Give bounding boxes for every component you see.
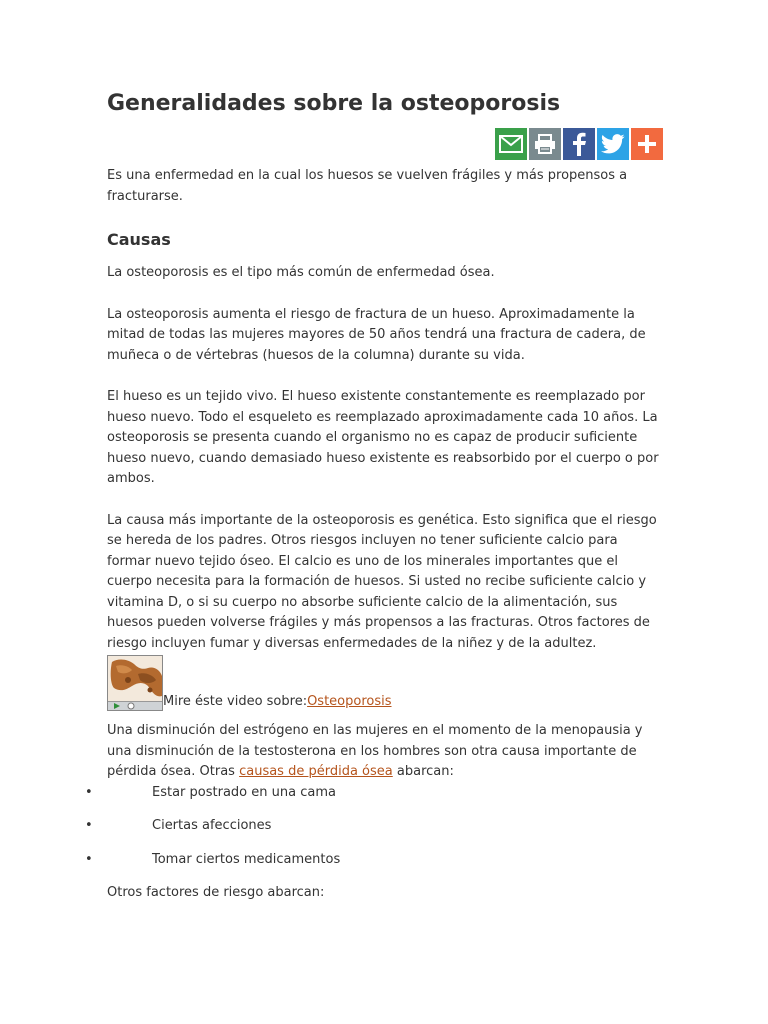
email-icon	[499, 135, 523, 153]
video-control-bar	[108, 701, 162, 710]
list-item	[85, 850, 663, 871]
causes-list	[85, 783, 663, 871]
video-row	[107, 655, 663, 711]
facebook-icon	[572, 132, 586, 156]
paragraph: La osteoporosis es el tipo más común de enfermedad ósea.	[107, 265, 495, 280]
bullet: •	[85, 818, 93, 833]
facebook-share-button[interactable]	[563, 128, 595, 160]
video-prefix: Mire éste video sobre:	[163, 693, 308, 709]
osteoporosis-video-link[interactable]: Osteoporosis	[307, 693, 392, 709]
video-caption	[163, 692, 392, 713]
page-title: Generalidades sobre la osteoporosis	[107, 91, 561, 116]
video-thumbnail[interactable]	[107, 655, 163, 711]
share-toolbar	[495, 128, 663, 160]
twitter-icon	[601, 134, 625, 154]
bullet: •	[85, 851, 93, 867]
paragraph: La causa más importante de la osteoporosis es genética. Esto significa que el riesgo se hereda de los padres. Otros riesgos incluyen no tener suficiente calcio para formar nuevo tejido óseo. El calcio es uno de los minerales importantes que el cuerpo necesita para la formación de huesos. Si usted no recibe suficiente calcio y vitamina D, o si su cuerpo no absorbe suficiente calcio de la alimentación, sus huesos pueden volverse frágiles y más propensos a las fracturas. Otros factores de riesgo incluyen fumar y diversas enfermedades de la niñez y de la adultez.	[107, 512, 657, 651]
closing-paragraph: Otros factores de riesgo abarcan:	[107, 885, 325, 900]
slider-knob-icon	[126, 702, 136, 710]
email-share-button[interactable]	[495, 128, 527, 160]
print-icon	[534, 134, 556, 154]
article	[85, 88, 663, 900]
article-body	[85, 166, 663, 925]
play-icon	[112, 702, 122, 710]
paragraph: El hueso es un tejido vivo. El hueso existente constantemente es reemplazado por hueso nuevo. Todo el esqueleto es reemplazado aproximadamente cada 10 años. La osteoporosis se presenta cuando el organismo no es capaz de producir suficiente hueso nuevo, cuando demasiado hueso existente es reabsorbido por el cuerpo o por ambos.	[107, 389, 659, 486]
twitter-share-button[interactable]	[597, 128, 629, 160]
list-item-text: Estar postrado en una cama	[152, 784, 336, 800]
hormone-text: Una disminución del estrógeno en las mujeres en el momento de la menopausia y una disminución de la testosterona en los hombres son otra causa importante de pérdida ósea. Otras	[107, 723, 643, 779]
bone-image	[108, 656, 163, 704]
intro-paragraph: Es una enfermedad en la cual los huesos se vuelven frágiles y más propensos a fracturarse.	[107, 168, 628, 204]
list-item	[85, 783, 663, 804]
more-share-button[interactable]	[631, 128, 663, 160]
paragraph: La osteoporosis aumenta el riesgo de fractura de un hueso. Aproximadamente la mitad de todas las mujeres mayores de 50 años tendrá una fractura de cadera, de muñeca o de vértebras (huesos de la columna) durante su vida.	[107, 306, 646, 363]
section-heading: Causas	[107, 230, 171, 249]
list-item	[85, 816, 663, 837]
print-button[interactable]	[529, 128, 561, 160]
bone-loss-causes-link[interactable]: causas de pérdida ósea	[239, 764, 393, 779]
hormone-paragraph	[107, 721, 663, 783]
bullet: •	[85, 784, 93, 800]
hormone-text-end: abarcan:	[392, 764, 454, 779]
plus-icon	[637, 134, 657, 154]
list-item-text: Tomar ciertos medicamentos	[152, 851, 341, 867]
list-item-text: Ciertas afecciones	[152, 818, 272, 833]
